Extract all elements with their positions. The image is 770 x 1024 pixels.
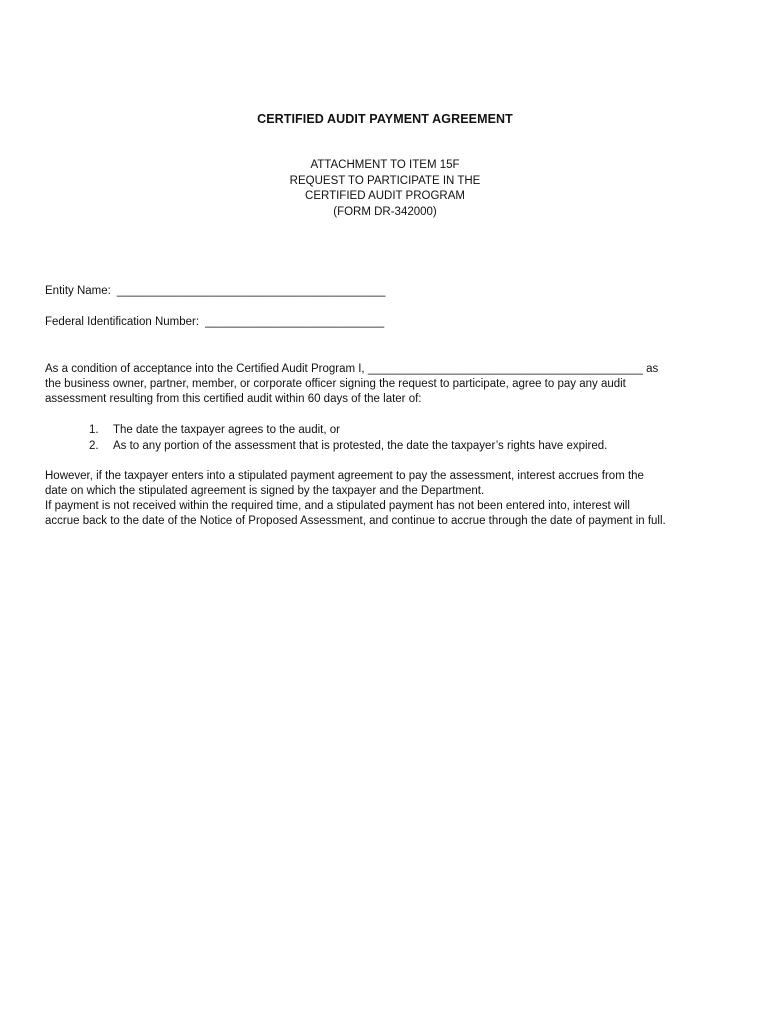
fein-field <box>45 315 384 330</box>
subtitle-line: CERTIFIED AUDIT PROGRAM <box>305 190 465 202</box>
subtitle-line: (FORM DR-342000) <box>333 205 437 218</box>
entity-name-field <box>45 284 385 299</box>
list-number: 1. <box>89 424 99 436</box>
entity-name-label: Entity Name: <box>45 285 111 297</box>
list-text: As to any portion of the assessment that is protested, the date the taxpayer’s rights have expired. <box>113 439 608 452</box>
paragraph-line <box>45 362 735 377</box>
fein-label: Federal Identification Number: <box>45 316 200 328</box>
paragraph-line: However, if the taxpayer enters into a stipulated payment agreement to pay the assessment, interest accrues from the <box>45 470 644 482</box>
paragraph-line: the business owner, partner, member, or corporate officer signing the request to participate, agree to pay any audit <box>45 378 626 390</box>
list-number: 2. <box>89 439 99 452</box>
subtitle-line: REQUEST TO PARTICIPATE IN THE <box>289 174 481 187</box>
entity-name-blank[interactable]: __________________________________________ <box>116 285 386 297</box>
line-text: as <box>646 363 659 375</box>
document-subtitle <box>0 158 770 220</box>
list-text: The date the taxpayer agrees to the audit, or <box>113 424 340 436</box>
paragraph-line: date on which the stipulated agreement is signed by the taxpayer and the Department. <box>45 485 485 497</box>
list-item <box>75 423 607 439</box>
line-text: As a condition of acceptance into the Certified Audit Program I, <box>45 363 365 375</box>
subtitle-line: ATTACHMENT TO ITEM 15F <box>310 159 460 171</box>
fein-blank[interactable]: ____________________________ <box>205 316 385 328</box>
conditions-list <box>75 423 607 454</box>
paragraph-line: If payment is not received within the required time, and a stipulated payment has not been entered into, interest will <box>45 500 630 512</box>
paragraph-line: accrue back to the date of the Notice of Proposed Assessment, and continue to accrue through the date of payment in full. <box>45 515 666 527</box>
paragraph-line: assessment resulting from this certified audit within 60 days of the later of: <box>45 393 422 405</box>
signer-name-blank[interactable]: ___________________________________________ <box>367 363 643 375</box>
list-item <box>75 439 607 455</box>
acceptance-paragraph <box>45 362 735 407</box>
interest-paragraph <box>45 469 735 529</box>
document-title: CERTIFIED AUDIT PAYMENT AGREEMENT <box>257 112 513 126</box>
